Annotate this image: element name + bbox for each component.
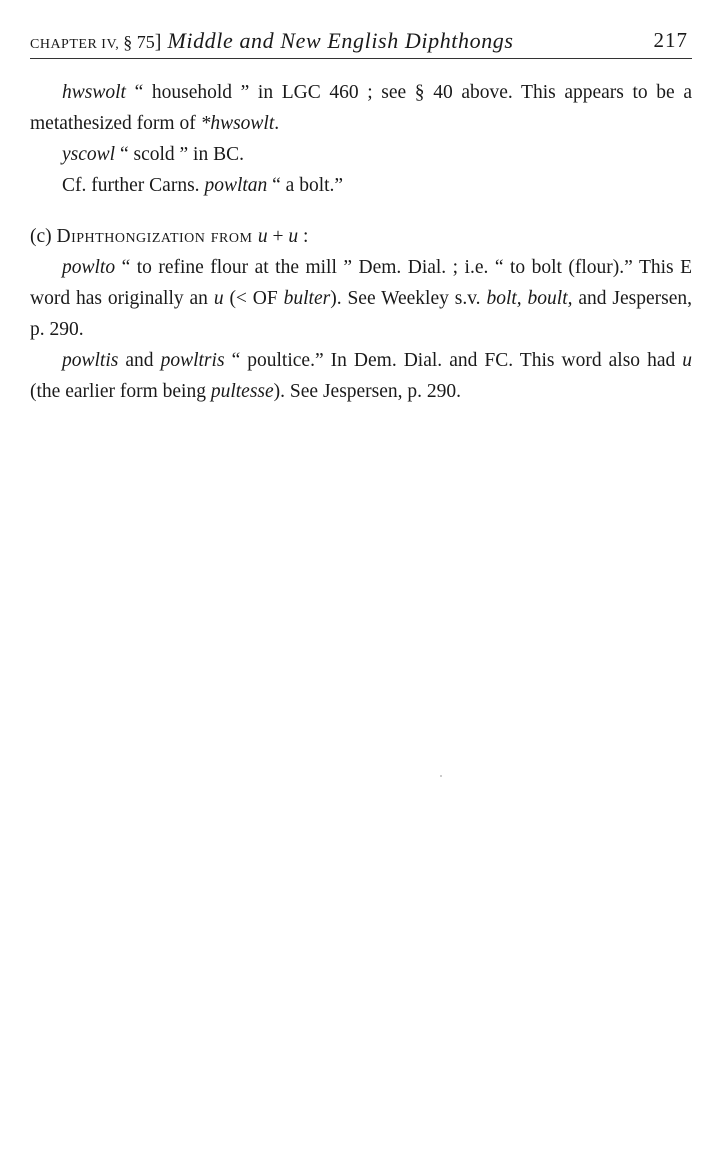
- page-number: 217: [653, 28, 688, 52]
- body-text: [30, 77, 692, 407]
- entry-text: “ scold ” in BC.: [115, 144, 244, 165]
- section-heading-text: Diphthongization from: [56, 226, 258, 247]
- section-number: § 75: [123, 32, 155, 52]
- entry-text: (< OF: [223, 288, 284, 309]
- entry-text: and: [118, 350, 161, 371]
- entry-text: .: [274, 113, 280, 134]
- colon: :: [298, 226, 309, 247]
- paper-speck: [440, 775, 442, 777]
- section-heading-c: [30, 221, 692, 252]
- entry-powltan: [30, 170, 692, 201]
- entry-hwswolt: [30, 77, 692, 139]
- entry-text: “ to refine flour at the mill ” Dem. Dial. ; i.e. “ to bolt (flour).” This E word has originally an: [30, 257, 692, 309]
- vowel-symbol: u: [213, 288, 224, 309]
- entry-text: ). See Weekley s.v.: [330, 288, 487, 309]
- plus-sign: +: [267, 226, 289, 247]
- headword: hwswolt: [62, 82, 126, 103]
- vowel-symbol: u: [257, 226, 268, 247]
- reconstructed-form: *hwsowlt: [200, 113, 275, 134]
- entry-text: “ a bolt.”: [267, 175, 344, 196]
- headword: powlto: [62, 257, 116, 278]
- entry-text: “ household ” in LGC 460 ; see § 40 above. This appears to be a metathesized form of: [30, 82, 692, 134]
- earlier-form: pultesse: [210, 381, 274, 402]
- running-head-left: [30, 28, 514, 54]
- vowel-symbol: u: [288, 226, 299, 247]
- entry-yscowl: [30, 139, 692, 170]
- entry-text: and Jespersen, p. 290.: [30, 288, 693, 340]
- chapter-label: CHAPTER IV,: [30, 37, 124, 52]
- book-page: [30, 26, 692, 407]
- headword: powltis: [62, 350, 119, 371]
- cited-words: bolt, boult,: [486, 288, 573, 309]
- entry-text: Cf. further Carns.: [62, 175, 205, 196]
- vowel-symbol: u: [682, 350, 693, 371]
- entry-text: (the earlier form being: [30, 381, 211, 402]
- headword: powltan: [204, 175, 268, 196]
- running-title: Middle and New English Diphthongs: [167, 28, 514, 53]
- running-head: [30, 26, 692, 59]
- section-bracket: ]: [154, 31, 162, 53]
- entry-text: ). See Jespersen, p. 290.: [273, 381, 462, 402]
- etymon: bulter: [283, 288, 331, 309]
- headword: yscowl: [62, 144, 116, 165]
- entry-text: “ poultice.” In Dem. Dial. and FC. This word also had: [224, 350, 683, 371]
- entry-powlto: [30, 252, 692, 345]
- section-label: (c): [30, 226, 57, 247]
- headword: powltris: [160, 350, 225, 371]
- entry-powltis: [30, 345, 692, 407]
